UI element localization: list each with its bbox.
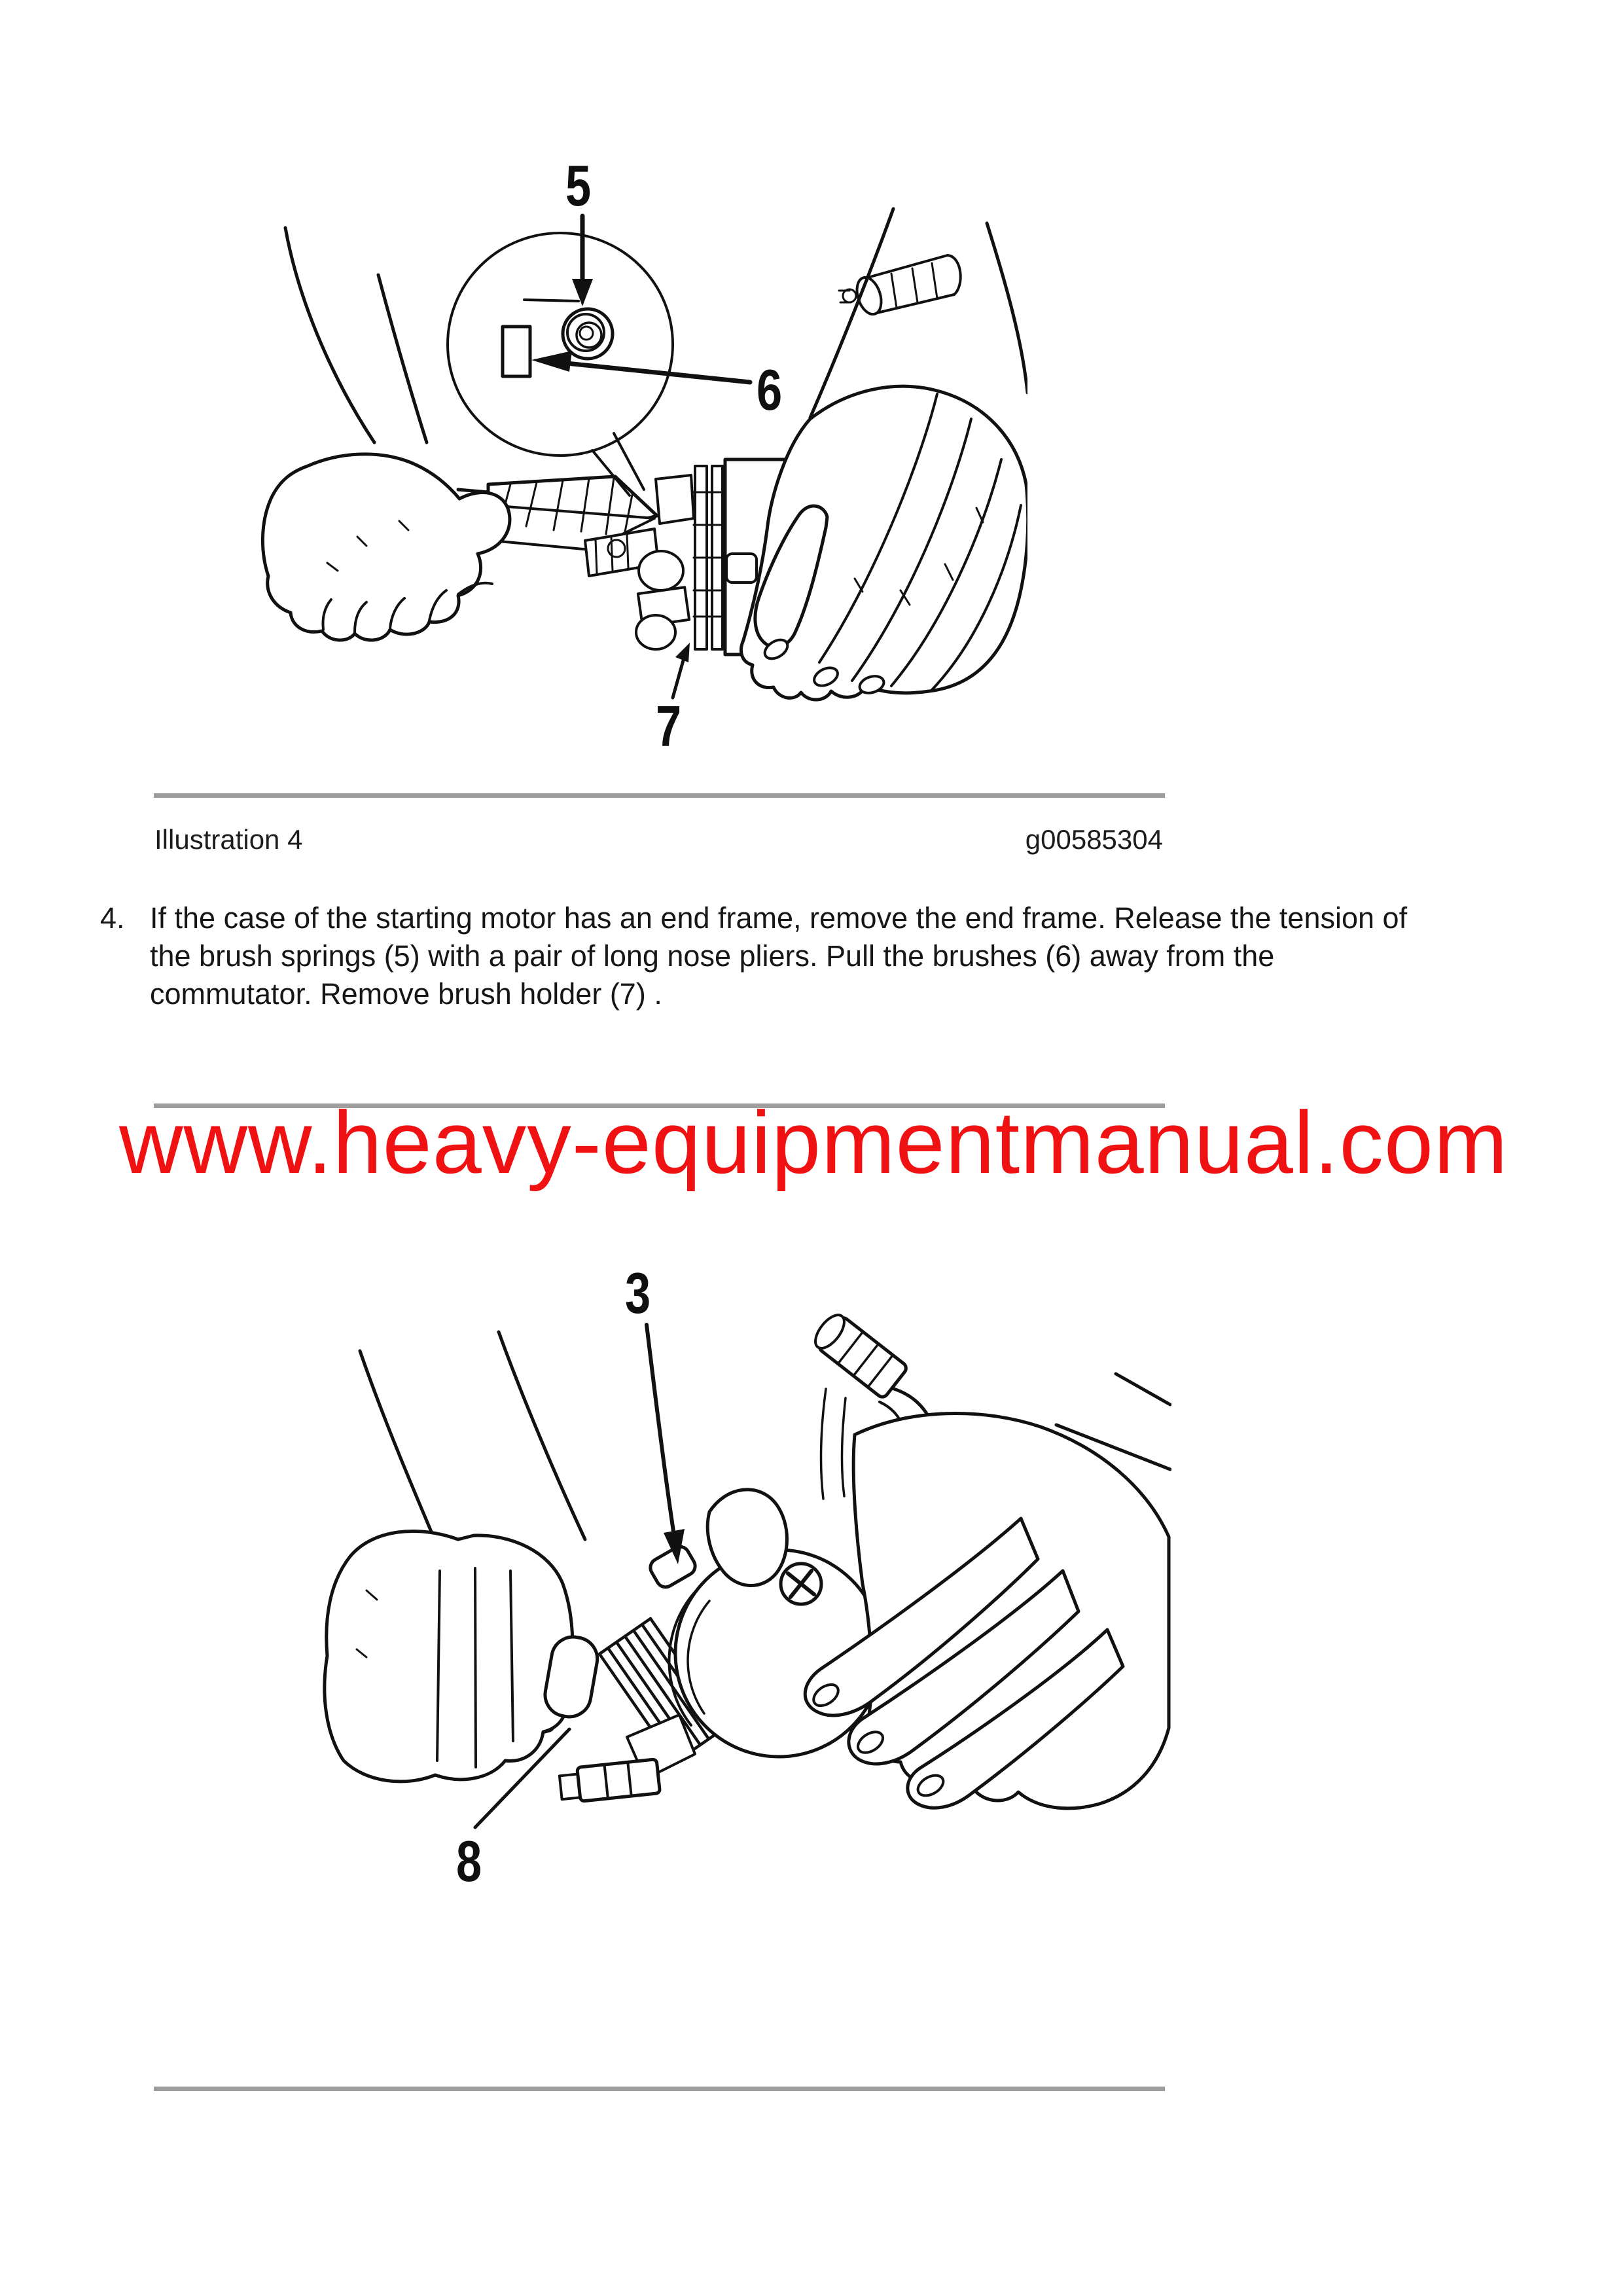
left-arm-2	[360, 1332, 585, 1566]
end-frame-plate	[694, 466, 724, 649]
illustration-code: g00585304	[1025, 824, 1163, 855]
step-text-line-2: the brush springs (5) with a pair of long nose pliers. Pull the brushes (6) away from the	[150, 939, 1275, 973]
callout-arrow-3	[647, 1325, 685, 1564]
callout-7-label: 7	[656, 694, 682, 759]
callout-6-label: 6	[757, 357, 783, 422]
brush	[503, 327, 530, 376]
illustration-caption: Illustration 4	[154, 824, 303, 855]
hex-nut	[559, 1759, 660, 1803]
illustration-1-drawing	[183, 128, 1027, 766]
callout-arrow-7	[673, 643, 690, 698]
callout-3-label: 3	[625, 1261, 651, 1325]
left-fist	[262, 454, 510, 640]
left-arm	[285, 228, 427, 442]
phillips-screw	[781, 1564, 821, 1604]
step-number: 4.	[100, 901, 125, 935]
step-text-line-3: commutator. Remove brush holder (7) .	[150, 977, 662, 1011]
watermark-text: www.heavy-equipmentmanual.com	[119, 1093, 1508, 1192]
divider-bottom	[154, 2087, 1165, 2091]
step-text-line-1: If the case of the starting motor has an end frame, remove the end frame. Release the tension of	[150, 901, 1408, 935]
illustration-2-drawing	[294, 1257, 1171, 1911]
callout-5-label: 5	[565, 153, 592, 218]
right-hand	[741, 209, 1027, 700]
callout-8-label: 8	[456, 1829, 482, 1893]
left-fist-2	[325, 1531, 573, 1781]
step-text	[150, 899, 1590, 1013]
divider-top	[154, 793, 1165, 798]
